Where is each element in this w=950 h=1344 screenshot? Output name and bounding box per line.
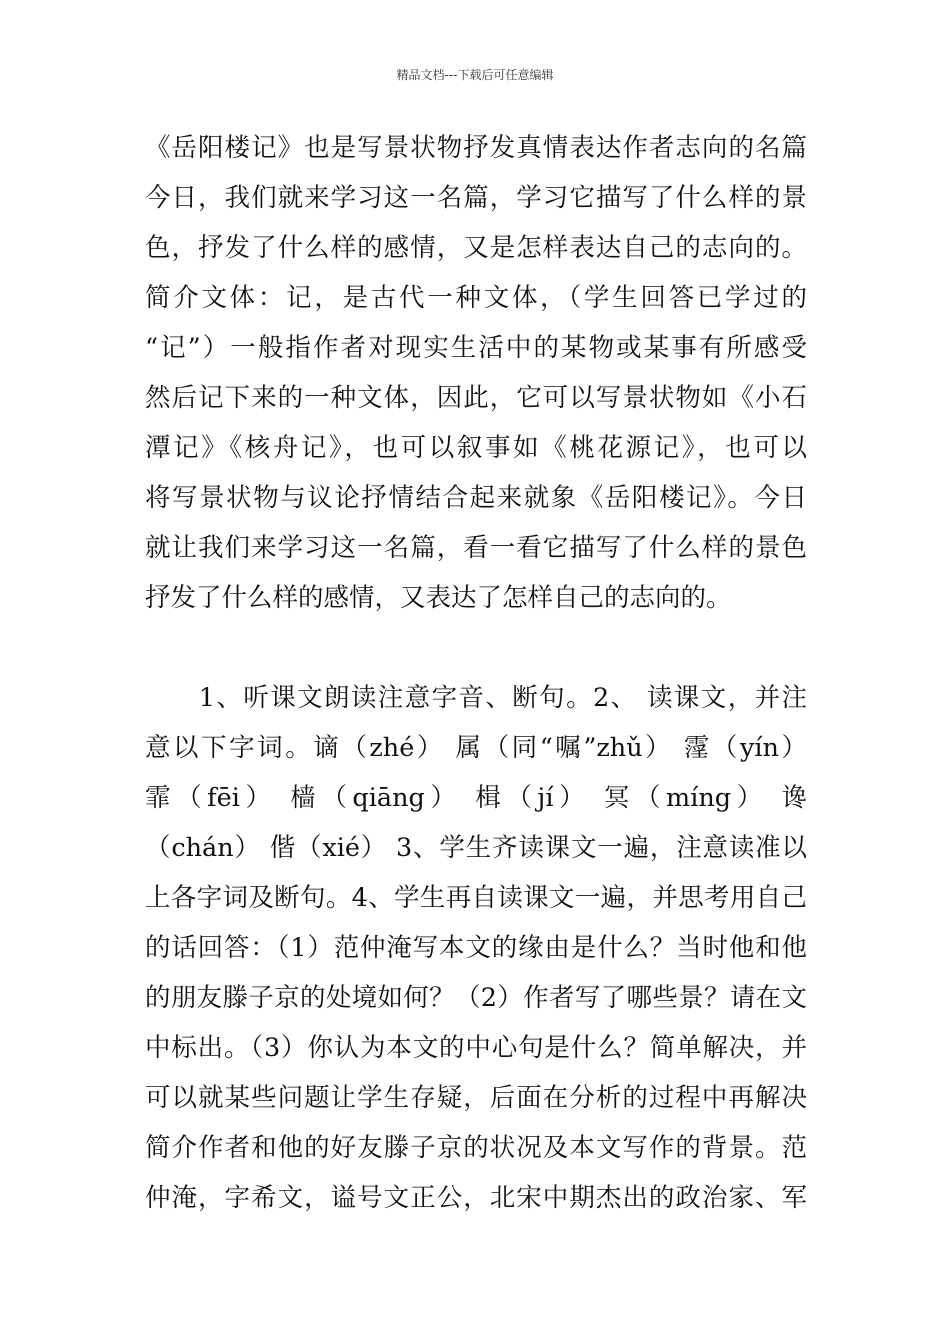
text-line: 的朋友滕子京的处境如何？（2）作者写了哪些景？请在文 <box>145 983 807 1013</box>
text-line: 1、听课文朗读注意字音、断句。2、 读课文，并注 <box>145 683 807 713</box>
text-line: （chán） 偕（xié） 3、学生齐读课文一遍，注意读准以 <box>145 833 807 863</box>
text-line: 霏（fēi） 樯（qiāng） 楫（jí） 冥（míng） 谗 <box>145 783 807 813</box>
text-line: 的话回答：（1）范仲淹写本文的缘由是什么？当时他和他 <box>145 933 807 963</box>
text-line: 今日，我们就来学习这一名篇，学习它描写了什么样的景 <box>145 183 807 213</box>
text-line: 上各字词及断句。4、学生再自读课文一遍，并思考用自己 <box>145 883 807 913</box>
text-line: 简介文体：记，是古代一种文体，（学生回答已学过的 <box>145 283 807 313</box>
text-line: 仲淹，字希文，谥号文正公，北宋中期杰出的政治家、军 <box>145 1183 807 1213</box>
text-line: 中标出。（3）你认为本文的中心句是什么？简单解决，并 <box>145 1033 807 1063</box>
text-line: 可以就某些问题让学生存疑，后面在分析的过程中再解决 <box>145 1083 807 1113</box>
page-header: 精品文档---下载后可任意编辑 <box>396 68 554 82</box>
text-line: 然后记下来的一种文体，因此，它可以写景状物如《小石 <box>145 383 807 413</box>
text-line: 就让我们来学习这一名篇，看一看它描写了什么样的景色 <box>145 533 807 563</box>
text-line: 意以下字词。谪（zhé） 属（同“嘱”zhǔ） 霪（yín） <box>145 733 807 763</box>
text-line: 色，抒发了什么样的感情，又是怎样表达自己的志向的。 <box>145 233 807 263</box>
text-line: 简介作者和他的好友滕子京的状况及本文写作的背景。范 <box>145 1133 807 1163</box>
text-line: 将写景状物与议论抒情结合起来就象《岳阳楼记》。今日 <box>145 483 807 513</box>
text-line: 抒发了什么样的感情，又表达了怎样自己的志向的。 <box>145 583 732 613</box>
text-line: 《岳阳楼记》也是写景状物抒发真情表达作者志向的名篇 <box>145 133 807 163</box>
text-line: 潭记》《核舟记》，也可以叙事如《桃花源记》，也可以 <box>145 433 807 463</box>
text-line: “记”）一般指作者对现实生活中的某物或某事有所感受 <box>145 333 807 363</box>
